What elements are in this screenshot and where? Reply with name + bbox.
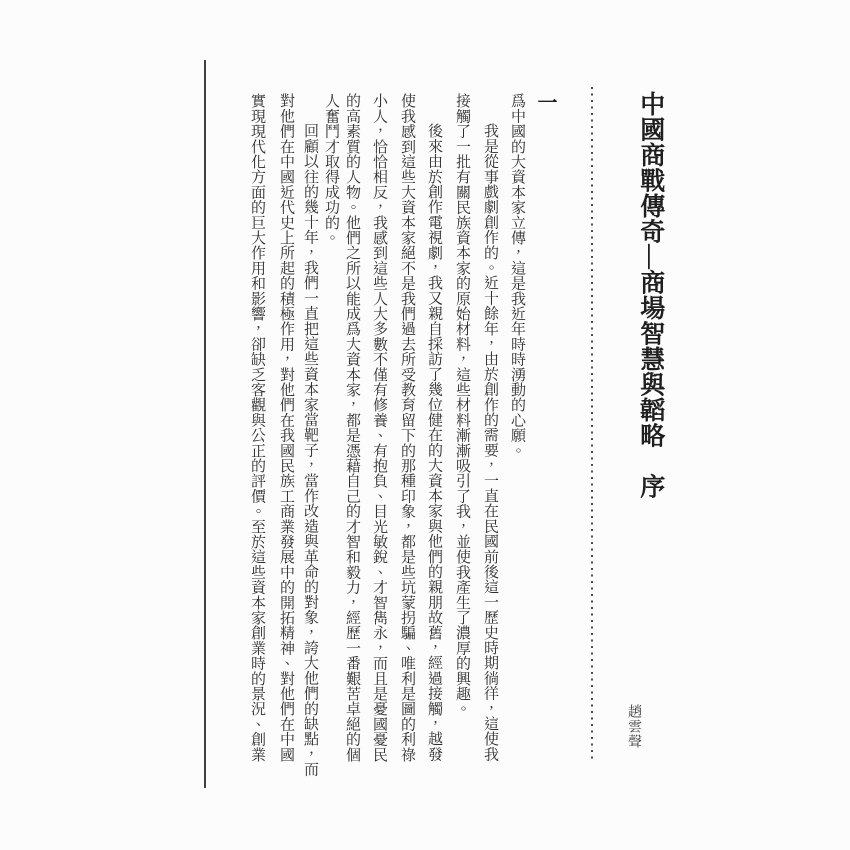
page-title: 中國商戰傳奇—商場智慧與韜略 序	[636, 91, 664, 499]
text-column: 小人，恰恰相反，我感到這些人大多數不僅有修養、有抱負、目光敏銳、才智雋永，而且是憂國憂民	[371, 93, 387, 762]
text-column: 接觸了一批有關民族資本家的原始材料，這些材料漸漸吸引了我，並使我產生了濃厚的興趣。	[454, 93, 470, 717]
text-column: 人奮鬥才取得成功的。	[323, 93, 339, 245]
text-column: 對他們在中國近代史上所起的積極作用，對他們在我國民族工商業發展中的開拓精神、對他們在中國	[278, 93, 294, 762]
text-column: 的高素質的人物。他們之所以能成爲大資本家，都是憑藉自己的才智和毅力，經歷一番艱苦卓絕的個	[344, 93, 360, 762]
text-column: 使我感到這些大資本家絕不是我們過去所受教育留下的那種印象，都是些坑蒙拐騙、唯利是圖的利祿	[399, 93, 415, 762]
author-name: 趙雲聲	[626, 704, 641, 749]
left-vertical-rule	[204, 60, 206, 788]
text-column: 實現現代化方面的巨大作用和影響，卻缺乏客觀與公正的評價。至於這些資本家創業時的景況、創業	[249, 93, 265, 762]
text-column: 我是從事戲劇創作的。近十餘年，由於創作的需要，一直在民國前後這一歷史時期徜徉，這使我	[482, 123, 498, 762]
title-dotted-divider	[591, 87, 593, 759]
text-column: 回顧以往的幾十年，我們一直把這些資本家當靶子，當作改造與革命的對象，誇大他們的缺點，而	[302, 123, 318, 777]
section-number: 一	[534, 92, 556, 112]
text-column: 後來由於創作電視劇，我又親自採訪了幾位健在的大資本家與他們的親朋故舊，經過接觸，越發	[426, 123, 442, 762]
text-column: 爲中國的大資本家立傳，這是我近年時時湧動的心願。	[509, 93, 525, 458]
